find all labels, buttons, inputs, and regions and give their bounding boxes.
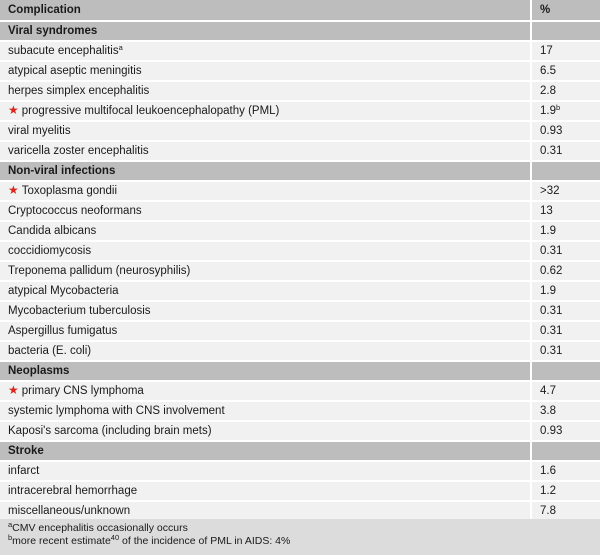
percent-value: 0.31: [540, 324, 563, 337]
table-row: [0, 122, 600, 142]
footnote-text: more recent estimate: [12, 535, 111, 547]
table-row: [0, 342, 600, 362]
footnote-marker: b: [556, 102, 561, 112]
percent-value: 6.5: [540, 64, 556, 77]
header-percent: %: [530, 0, 600, 22]
percent-value: 0.31: [540, 304, 563, 317]
percent-value: 0.31: [540, 344, 563, 357]
section-title: Stroke: [0, 442, 530, 462]
table-row: [0, 202, 600, 222]
complication-label: infarct: [8, 464, 40, 477]
complication-cell: [0, 242, 530, 262]
percent-value: 17: [540, 44, 553, 57]
complication-cell: [0, 102, 530, 122]
complication-cell: [0, 282, 530, 302]
table-row: [0, 262, 600, 282]
complication-cell: [0, 42, 530, 62]
percent-cell: [530, 242, 600, 262]
complication-label: Mycobacterium tuberculosis: [8, 304, 151, 317]
star-icon: ★: [8, 183, 19, 197]
section-header-row: [0, 22, 600, 42]
percent-value: 0.93: [540, 124, 563, 137]
complication-label: miscellaneous/unknown: [8, 504, 131, 517]
complication-cell: [0, 482, 530, 502]
percent-value: 1.9: [540, 104, 556, 117]
complication-label: varicella zoster encephalitis: [8, 144, 149, 157]
percent-value: 4.7: [540, 384, 556, 397]
table-row: [0, 242, 600, 262]
percent-cell: [530, 102, 600, 122]
percent-cell: [530, 42, 600, 62]
footnotes: [0, 519, 600, 555]
complication-label: atypical Mycobacteria: [8, 284, 119, 297]
complication-label: subacute encephalitis: [8, 44, 119, 57]
table-row: [0, 382, 600, 402]
complication-cell: [0, 82, 530, 102]
percent-cell: [530, 302, 600, 322]
footnote-text: CMV encephalitis occasionally occurs: [12, 522, 188, 534]
complication-cell: [0, 222, 530, 242]
percent-value: 1.6: [540, 464, 556, 477]
header-complication: Complication: [0, 0, 530, 22]
table-row: [0, 222, 600, 242]
percent-cell: [530, 82, 600, 102]
percent-cell: [530, 122, 600, 142]
section-header-row: [0, 162, 600, 182]
percent-value: 0.93: [540, 424, 563, 437]
percent-value: 1.9: [540, 284, 556, 297]
footnote-marker: a: [118, 42, 123, 52]
percent-value: 7.8: [540, 504, 556, 517]
complication-label: Cryptococcus neoformans: [8, 204, 142, 217]
percent-cell: [530, 382, 600, 402]
complication-label: atypical aseptic meningitis: [8, 64, 142, 77]
table-row: [0, 422, 600, 442]
table-row: [0, 302, 600, 322]
complication-label: Kaposi's sarcoma (including brain mets): [8, 424, 212, 437]
complication-cell: [0, 142, 530, 162]
percent-cell: [530, 402, 600, 422]
section-header-row: [0, 362, 600, 382]
complication-label: Candida albicans: [8, 224, 97, 237]
table-row: [0, 62, 600, 82]
percent-cell: [530, 222, 600, 242]
percent-cell: [530, 282, 600, 302]
percent-value: 1.2: [540, 484, 556, 497]
complication-cell: [0, 322, 530, 342]
percent-value: 0.31: [540, 244, 563, 257]
percent-cell: [530, 182, 600, 202]
reference-number: 40: [110, 533, 120, 542]
complication-label: systemic lymphoma with CNS involvement: [8, 404, 225, 417]
percent-cell: [530, 62, 600, 82]
complication-label: progressive multifocal leukoencephalopathy (PML): [21, 105, 280, 117]
complication-label: viral myelitis: [8, 124, 71, 137]
star-icon: ★: [8, 383, 19, 397]
complication-label: intracerebral hemorrhage: [8, 484, 138, 497]
percent-value: 13: [540, 204, 553, 217]
complication-cell: [0, 402, 530, 422]
complication-label: primary CNS lymphoma: [21, 385, 144, 397]
section-title: Viral syndromes: [0, 22, 530, 42]
complication-label: Treponema pallidum (neurosyphilis): [8, 264, 191, 277]
table-row: [0, 462, 600, 482]
percent-cell: [530, 422, 600, 442]
section-title-spacer: [530, 442, 600, 462]
footnote-marker: b: [8, 533, 13, 542]
complication-label: coccidiomycosis: [8, 244, 92, 257]
percent-cell: [530, 202, 600, 222]
table-row: [0, 482, 600, 502]
table-row: [0, 282, 600, 302]
footnote-marker: a: [8, 520, 13, 529]
percent-value: 0.31: [540, 144, 563, 157]
section-header-row: [0, 442, 600, 462]
percent-cell: [530, 462, 600, 482]
table-row: [0, 322, 600, 342]
complication-cell: [0, 202, 530, 222]
table-row: [0, 402, 600, 422]
section-title-spacer: [530, 22, 600, 42]
complication-cell: [0, 382, 530, 402]
table-row: [0, 82, 600, 102]
percent-value: 3.8: [540, 404, 556, 417]
section-title-spacer: [530, 362, 600, 382]
complication-cell: [0, 422, 530, 442]
complication-cell: [0, 122, 530, 142]
footnote-line: [8, 535, 600, 548]
percent-cell: [530, 142, 600, 162]
complication-cell: [0, 462, 530, 482]
percent-value: 2.8: [540, 84, 556, 97]
complication-label: Toxoplasma gondii: [21, 185, 118, 197]
percent-cell: [530, 322, 600, 342]
complication-cell: [0, 262, 530, 282]
percent-cell: [530, 482, 600, 502]
section-title-spacer: [530, 162, 600, 182]
complication-cell: [0, 182, 530, 202]
table-row: [0, 102, 600, 122]
percent-cell: [530, 262, 600, 282]
complication-label: bacteria (E. coli): [8, 344, 92, 357]
percent-value: 1.9: [540, 224, 556, 237]
complication-cell: [0, 342, 530, 362]
complication-cell: [0, 302, 530, 322]
complication-label: Aspergillus fumigatus: [8, 324, 118, 337]
table-row: [0, 182, 600, 202]
star-icon: ★: [8, 103, 19, 117]
section-title: Non-viral infections: [0, 162, 530, 182]
percent-cell: [530, 342, 600, 362]
percent-value: 0.62: [540, 264, 563, 277]
table-row: [0, 142, 600, 162]
table-header-row: [0, 0, 600, 22]
section-title: Neoplasms: [0, 362, 530, 382]
percent-value: >32: [540, 184, 560, 197]
footnote-text-rest: of the incidence of PML in AIDS: 4%: [119, 535, 291, 547]
complication-cell: [0, 62, 530, 82]
complication-label: herpes simplex encephalitis: [8, 84, 150, 97]
table-row: [0, 42, 600, 62]
footnote-line: [8, 522, 600, 535]
